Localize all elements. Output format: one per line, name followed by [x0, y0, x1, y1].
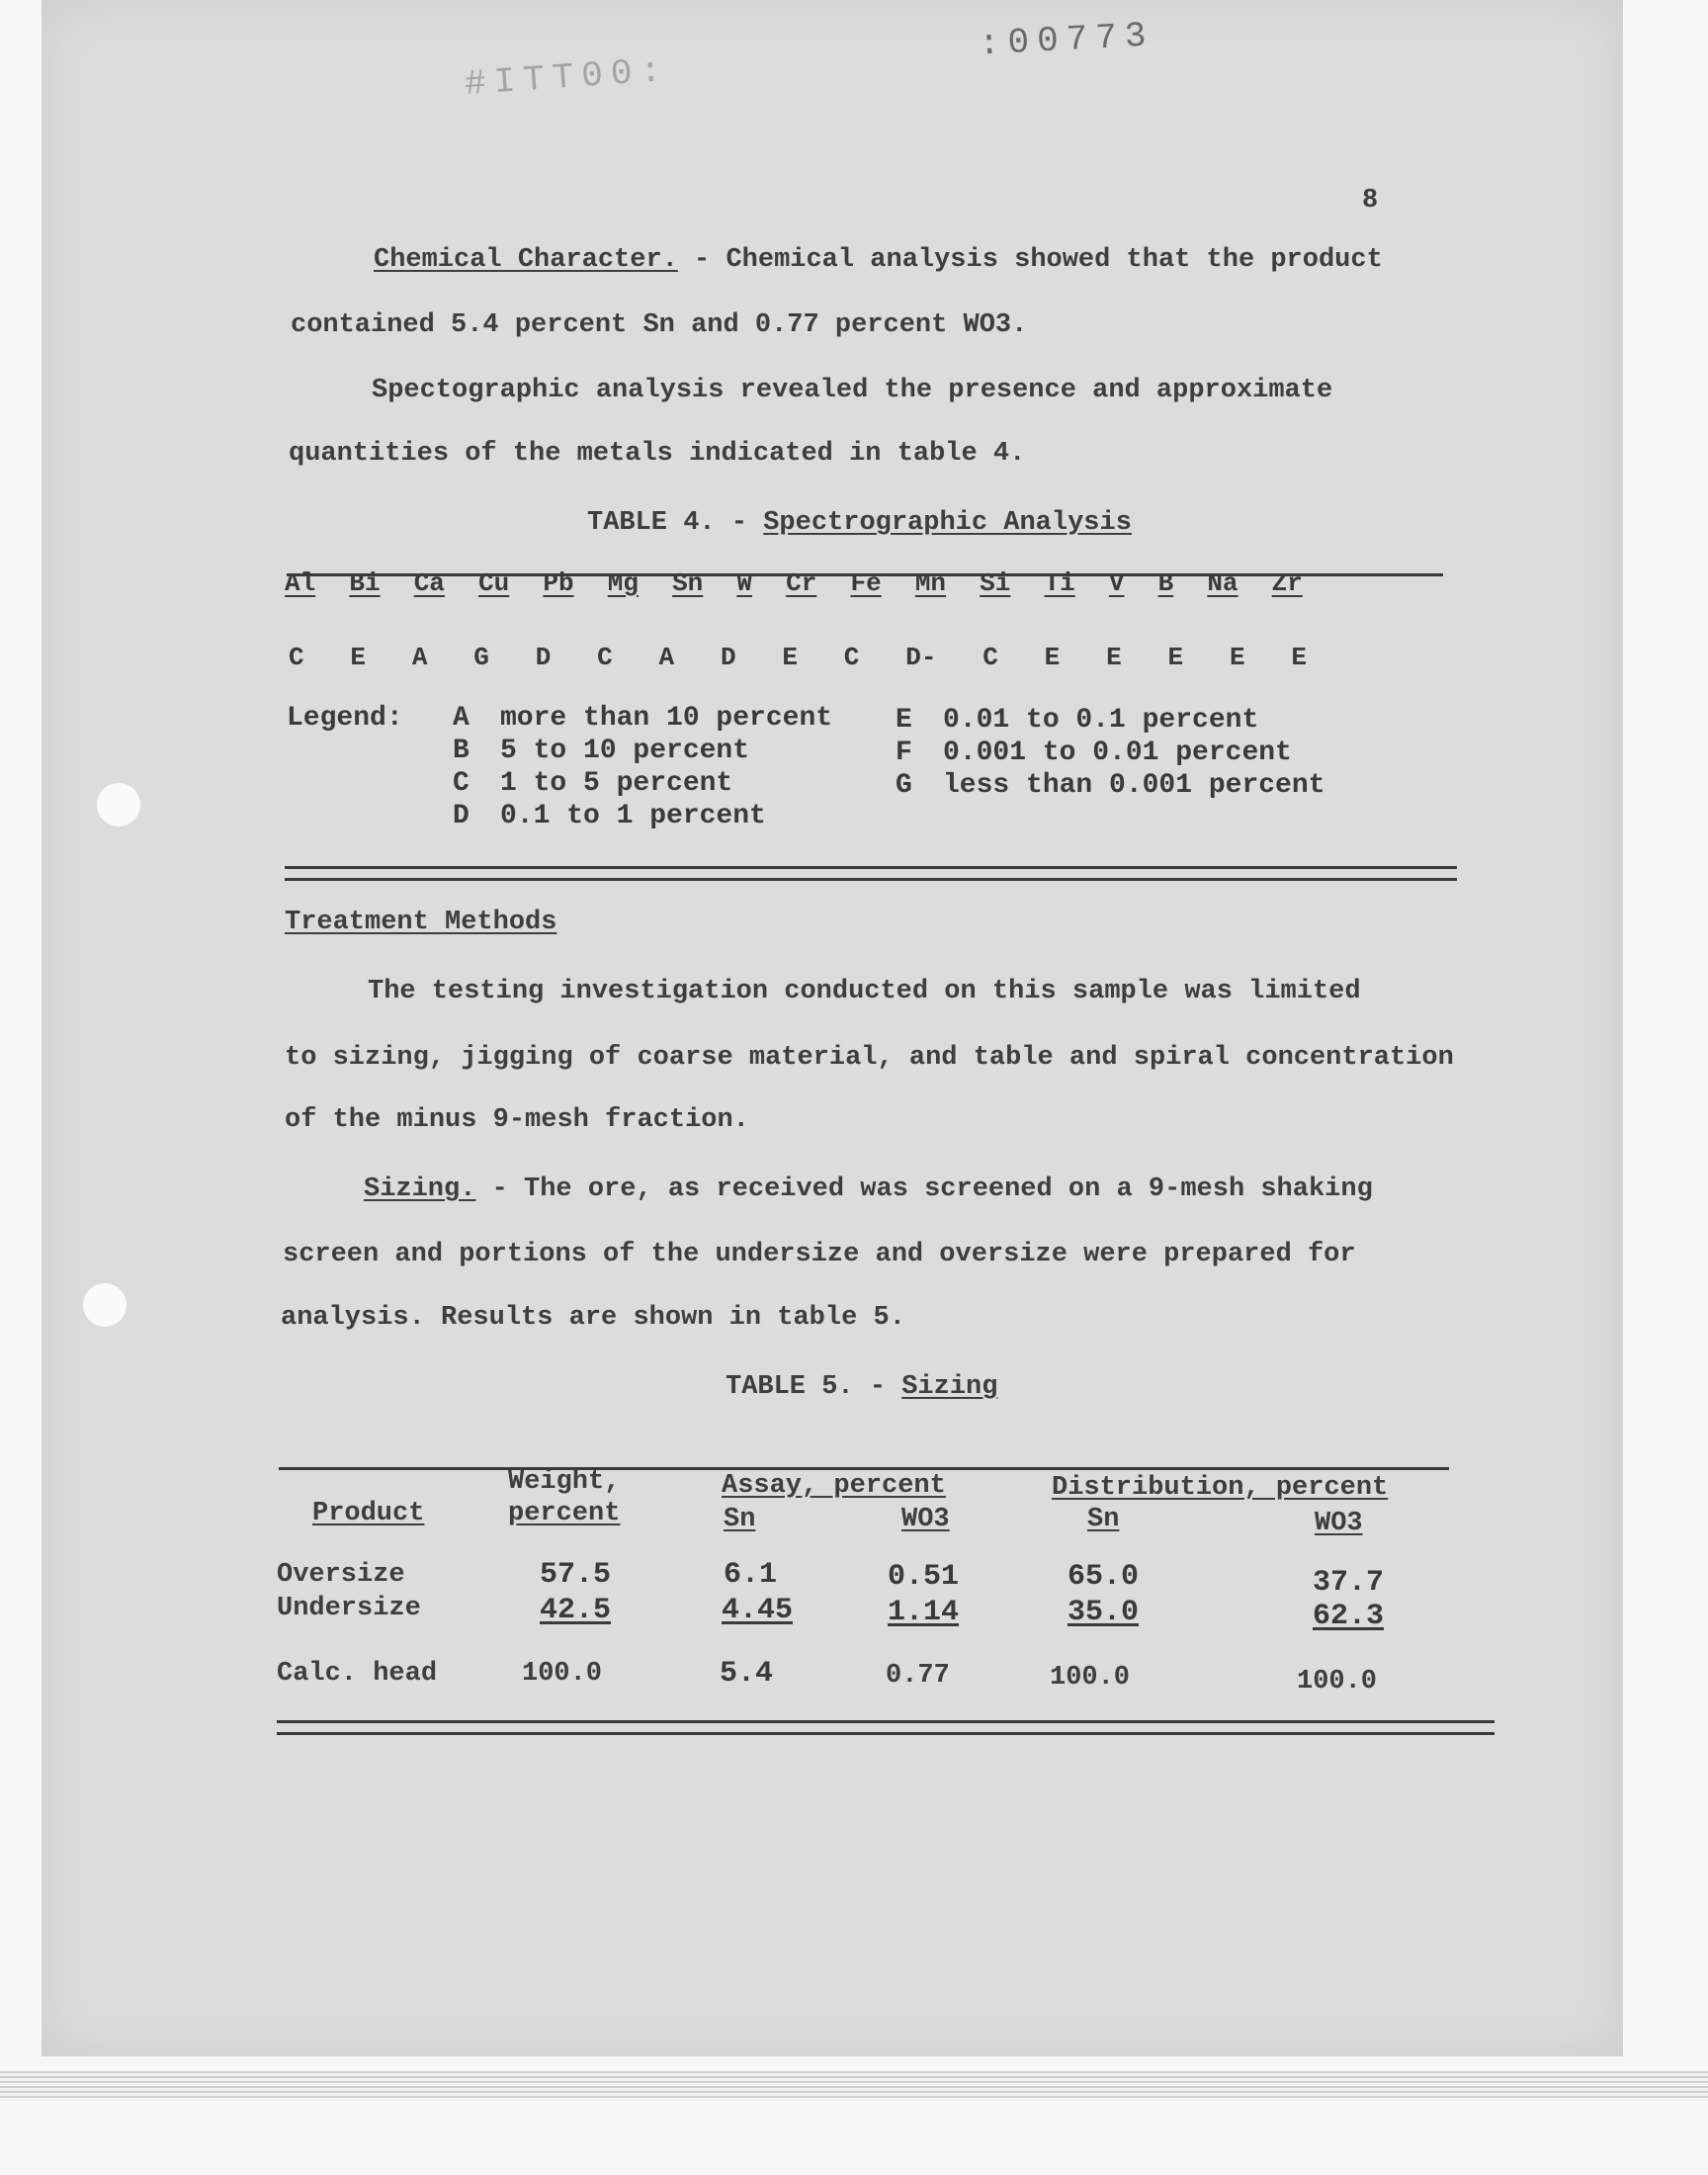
- scanned-page: [42, 0, 1623, 2056]
- table-cell-assay-wo3: 0.51: [888, 1560, 960, 1594]
- table-cell-assay-sn: 4.45: [722, 1594, 794, 1627]
- legend-item: E 0.01 to 0.1 percent: [896, 705, 1259, 736]
- sizing-line-1: [364, 1174, 1373, 1204]
- table4-element-value: D: [535, 643, 552, 672]
- spectro-paragraph-line-1: Spectographic analysis revealed the presence and approximate: [372, 376, 1333, 405]
- table-cell-assay-sn: 5.4: [720, 1657, 774, 1691]
- table4-element-header: Mg: [607, 568, 639, 598]
- table-row-product: Undersize: [277, 1594, 421, 1623]
- table4-element-header: V: [1108, 568, 1125, 598]
- table-cell-weight: 57.5: [540, 1558, 612, 1592]
- col-header-assay: Assay, percent: [722, 1471, 946, 1501]
- table5-bottom-rule-2: [277, 1732, 1494, 1735]
- sizing-line-3: analysis. Results are shown in table 5.: [281, 1303, 905, 1333]
- legend-label: Legend:: [287, 703, 403, 734]
- table4-element-value: D: [720, 643, 736, 672]
- legend-item: B 5 to 10 percent: [453, 736, 750, 766]
- table4-caption-prefix: TABLE 4. -: [587, 508, 764, 538]
- treatment-line-1: The testing investigation conducted on this sample was limited: [368, 977, 1361, 1006]
- col-header-dist-wo3: WO3: [1315, 1509, 1363, 1538]
- legend-item: G less than 0.001 percent: [896, 770, 1325, 801]
- col-header-assay-sn: Sn: [724, 1505, 756, 1534]
- table4-element-value: E: [1229, 643, 1245, 672]
- table4-bottom-rule-1: [285, 866, 1457, 869]
- table4-element-value: E: [350, 643, 367, 672]
- col-header-assay-wo3: WO3: [901, 1505, 950, 1534]
- chemical-paragraph-line-2: contained 5.4 percent Sn and 0.77 percent WO3.: [291, 310, 1028, 340]
- legend-item: A more than 10 percent: [453, 703, 833, 734]
- page-number: 8: [1362, 186, 1379, 216]
- table4-element-header: Mn: [914, 568, 947, 598]
- table5-caption: [726, 1372, 997, 1402]
- chemical-paragraph-line-1: [374, 245, 1383, 275]
- table4-element-headers: [285, 568, 1303, 598]
- table4-element-values: [289, 643, 1307, 672]
- spectro-paragraph-line-2: quantities of the metals indicated in table 4.: [289, 439, 1026, 469]
- table5-caption-title: Sizing: [901, 1372, 998, 1402]
- legend-item: C 1 to 5 percent: [453, 768, 733, 799]
- table4-element-value: E: [782, 643, 798, 672]
- table4-element-header: Cr: [786, 568, 817, 598]
- table4-element-header: Si: [980, 568, 1011, 598]
- legend-item: D 0.1 to 1 percent: [453, 801, 766, 831]
- table4-element-header: B: [1157, 568, 1174, 598]
- stamp-faint: #ITT00:: [463, 49, 671, 106]
- table4-bottom-rule-2: [285, 878, 1457, 881]
- table-cell-weight: 100.0: [522, 1659, 603, 1689]
- table4-element-header: Pb: [543, 568, 574, 598]
- scan-edge-stripes: [0, 2071, 1708, 2101]
- table-cell-weight: 42.5: [540, 1594, 612, 1627]
- legend-column-right: [896, 704, 1324, 802]
- table4-element-value: D-: [905, 643, 937, 672]
- table4-element-value: C: [843, 643, 860, 672]
- table4-element-header: Fe: [850, 568, 882, 598]
- table4-element-header: Al: [285, 568, 316, 598]
- table4-element-value: A: [658, 643, 675, 672]
- punch-hole-top: [97, 783, 140, 826]
- table-row-product: Oversize: [277, 1560, 405, 1590]
- chemical-text-1: - Chemical analysis showed that the product: [677, 245, 1383, 275]
- table-row-product: Calc. head: [277, 1659, 438, 1689]
- table-cell-dist-wo3: 100.0: [1297, 1667, 1378, 1696]
- table4-element-header: Zr: [1271, 568, 1303, 598]
- table-cell-dist-sn: 35.0: [1068, 1596, 1140, 1629]
- table-cell-assay-wo3: 0.77: [886, 1661, 950, 1691]
- treatment-heading: Treatment Methods: [285, 908, 557, 937]
- table4-element-value: E: [1044, 643, 1061, 672]
- treatment-line-2: to sizing, jigging of coarse material, and table and spiral concentration: [285, 1043, 1454, 1073]
- table4-caption-title: Spectrographic Analysis: [763, 508, 1132, 538]
- col-header-distribution: Distribution, percent: [1052, 1473, 1389, 1503]
- table4-element-header: Sn: [672, 568, 704, 598]
- chemical-heading: Chemical Character.: [374, 245, 678, 275]
- table4-caption: [587, 508, 1132, 538]
- table4-element-value: E: [1167, 643, 1184, 672]
- col-header-weight-2: percent: [508, 1499, 621, 1528]
- table4-element-header: Ca: [413, 568, 445, 598]
- table4-element-header: Ti: [1044, 568, 1075, 598]
- table4-element-header: Cu: [478, 568, 510, 598]
- sizing-line-2: screen and portions of the undersize and oversize were prepared for: [283, 1240, 1356, 1269]
- legend-item: F 0.001 to 0.01 percent: [896, 738, 1292, 768]
- table4-element-value: E: [1106, 643, 1122, 672]
- table4-element-header: Bi: [349, 568, 381, 598]
- legend-column-left: [453, 702, 832, 832]
- col-header-weight-1: Weight,: [508, 1467, 621, 1497]
- table4-element-value: E: [1291, 643, 1307, 672]
- table4-element-value: C: [289, 643, 304, 672]
- table4-element-header: W: [736, 568, 753, 598]
- table-cell-dist-sn: 100.0: [1050, 1663, 1131, 1693]
- table-cell-dist-sn: 65.0: [1068, 1560, 1140, 1594]
- table4-element-value: C: [597, 643, 613, 672]
- table-cell-assay-wo3: 1.14: [888, 1596, 960, 1629]
- col-header-dist-sn: Sn: [1087, 1505, 1120, 1534]
- stamp-document-number: :00773: [978, 15, 1155, 65]
- table4-element-value: A: [411, 643, 428, 672]
- table-cell-dist-wo3: 62.3: [1313, 1600, 1385, 1633]
- sizing-heading: Sizing.: [364, 1174, 476, 1204]
- punch-hole-bottom: [83, 1283, 127, 1327]
- table-cell-dist-wo3: 37.7: [1313, 1566, 1385, 1600]
- table5-bottom-rule-1: [277, 1720, 1494, 1723]
- table5-caption-prefix: TABLE 5. -: [726, 1372, 902, 1402]
- col-header-product: Product: [312, 1499, 425, 1528]
- table4-element-header: Na: [1207, 568, 1238, 598]
- sizing-text-1: - The ore, as received was screened on a 9-mesh shaking: [475, 1174, 1373, 1204]
- table-cell-assay-sn: 6.1: [724, 1558, 778, 1592]
- table4-element-value: C: [982, 643, 998, 672]
- table5-top-rule: [279, 1467, 1449, 1470]
- treatment-line-3: of the minus 9-mesh fraction.: [285, 1105, 749, 1135]
- table4-element-value: G: [473, 643, 489, 672]
